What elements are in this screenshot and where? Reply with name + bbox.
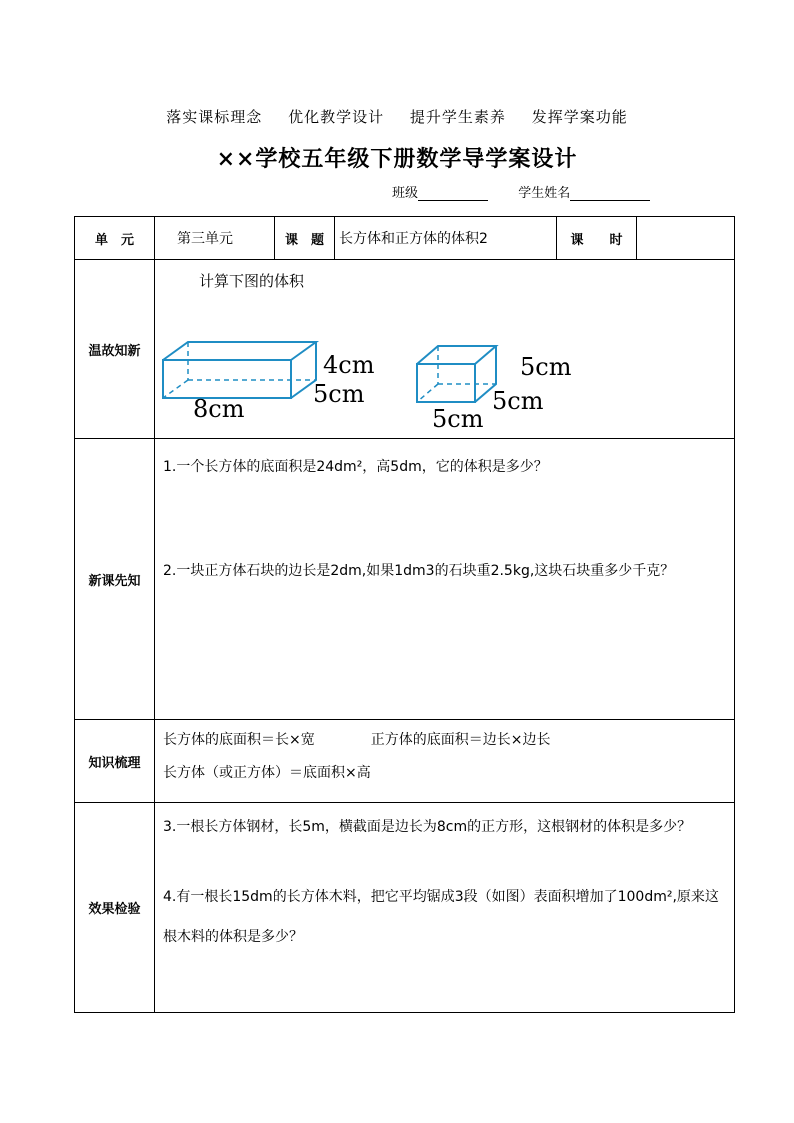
summary-line-1 [163,724,726,757]
review-row [75,260,735,439]
motto-line [0,106,794,127]
cube-length-label: 5cm [432,405,484,433]
topic-value: 长方体和正方体的体积2 [335,217,557,260]
cube-front-face [417,364,475,402]
volume-formula: 长方体（或正方体）＝底面积×高 [163,765,371,781]
header-row [75,217,735,260]
review-diagram [155,260,734,438]
unit-value: 第三单元 [155,217,275,260]
unit-label: 单 元 [75,217,155,260]
check-content [155,803,735,1013]
review-caption: 计算下图的体积 [199,272,305,290]
page-title: ××学校五年级下册数学导学案设计 [216,146,578,172]
summary-row [75,720,735,803]
question-1: 1.一个长方体的底面积是24dm²，高5dm，它的体积是多少？ [163,459,548,475]
review-label: 温故知新 [75,260,155,439]
topic-label: 课 题 [275,217,335,260]
question-2: 2.一块正方体石块的边长是2dm,如果1dm3的石块重2.5kg,这块石块重多少千克？ [163,563,675,579]
preview-row [75,439,735,720]
class-field[interactable] [418,186,488,201]
cuboid-hidden-edges [163,342,316,398]
motto-3: 提升学生素养 [409,108,506,126]
motto-4: 发挥学案功能 [531,108,628,126]
question-3: 3.一根长方体钢材，长5m，横截面是边长为8cm的正方形，这根钢材的体积是多少？ [163,819,692,835]
cuboid-front-face [163,360,291,398]
motto-1: 落实课标理念 [166,108,263,126]
preview-label: 新课先知 [75,439,155,720]
check-label: 效果检验 [75,803,155,1013]
cuboid-length-label: 8cm [193,395,245,423]
review-content [155,260,735,439]
cube-base-formula: 正方体的底面积＝边长×边长 [370,732,551,748]
check-row [75,803,735,1013]
student-name-field[interactable] [570,186,650,201]
cuboid-figure [163,342,316,398]
cuboid-top-face [163,342,316,360]
cuboid-base-formula: 长方体的底面积＝长×宽 [163,732,315,748]
cube-top-face [417,346,496,364]
solids-figure [155,260,735,438]
motto-2: 优化教学设计 [288,108,385,126]
summary-label: 知识梳理 [75,720,155,803]
cuboid-width-label: 5cm [313,380,365,408]
period-label: 课 时 [557,217,637,260]
period-value [637,217,735,260]
cube-height-label: 5cm [520,353,572,381]
class-label: 班级 [392,186,419,201]
cube-width-label: 5cm [492,387,544,415]
lesson-table [74,216,735,1013]
student-info [392,182,650,201]
student-name-label: 学生姓名 [518,186,571,201]
cube-figure [417,346,496,402]
summary-content [155,720,735,803]
cuboid-height-label: 4cm [323,351,375,379]
question-4: 4.有一根长15dm的长方体木料，把它平均锯成3段（如图）表面积增加了100dm²,原来这根木料的体积是多少？ [163,889,719,945]
preview-content [155,439,735,720]
dimension-labels [193,351,572,433]
